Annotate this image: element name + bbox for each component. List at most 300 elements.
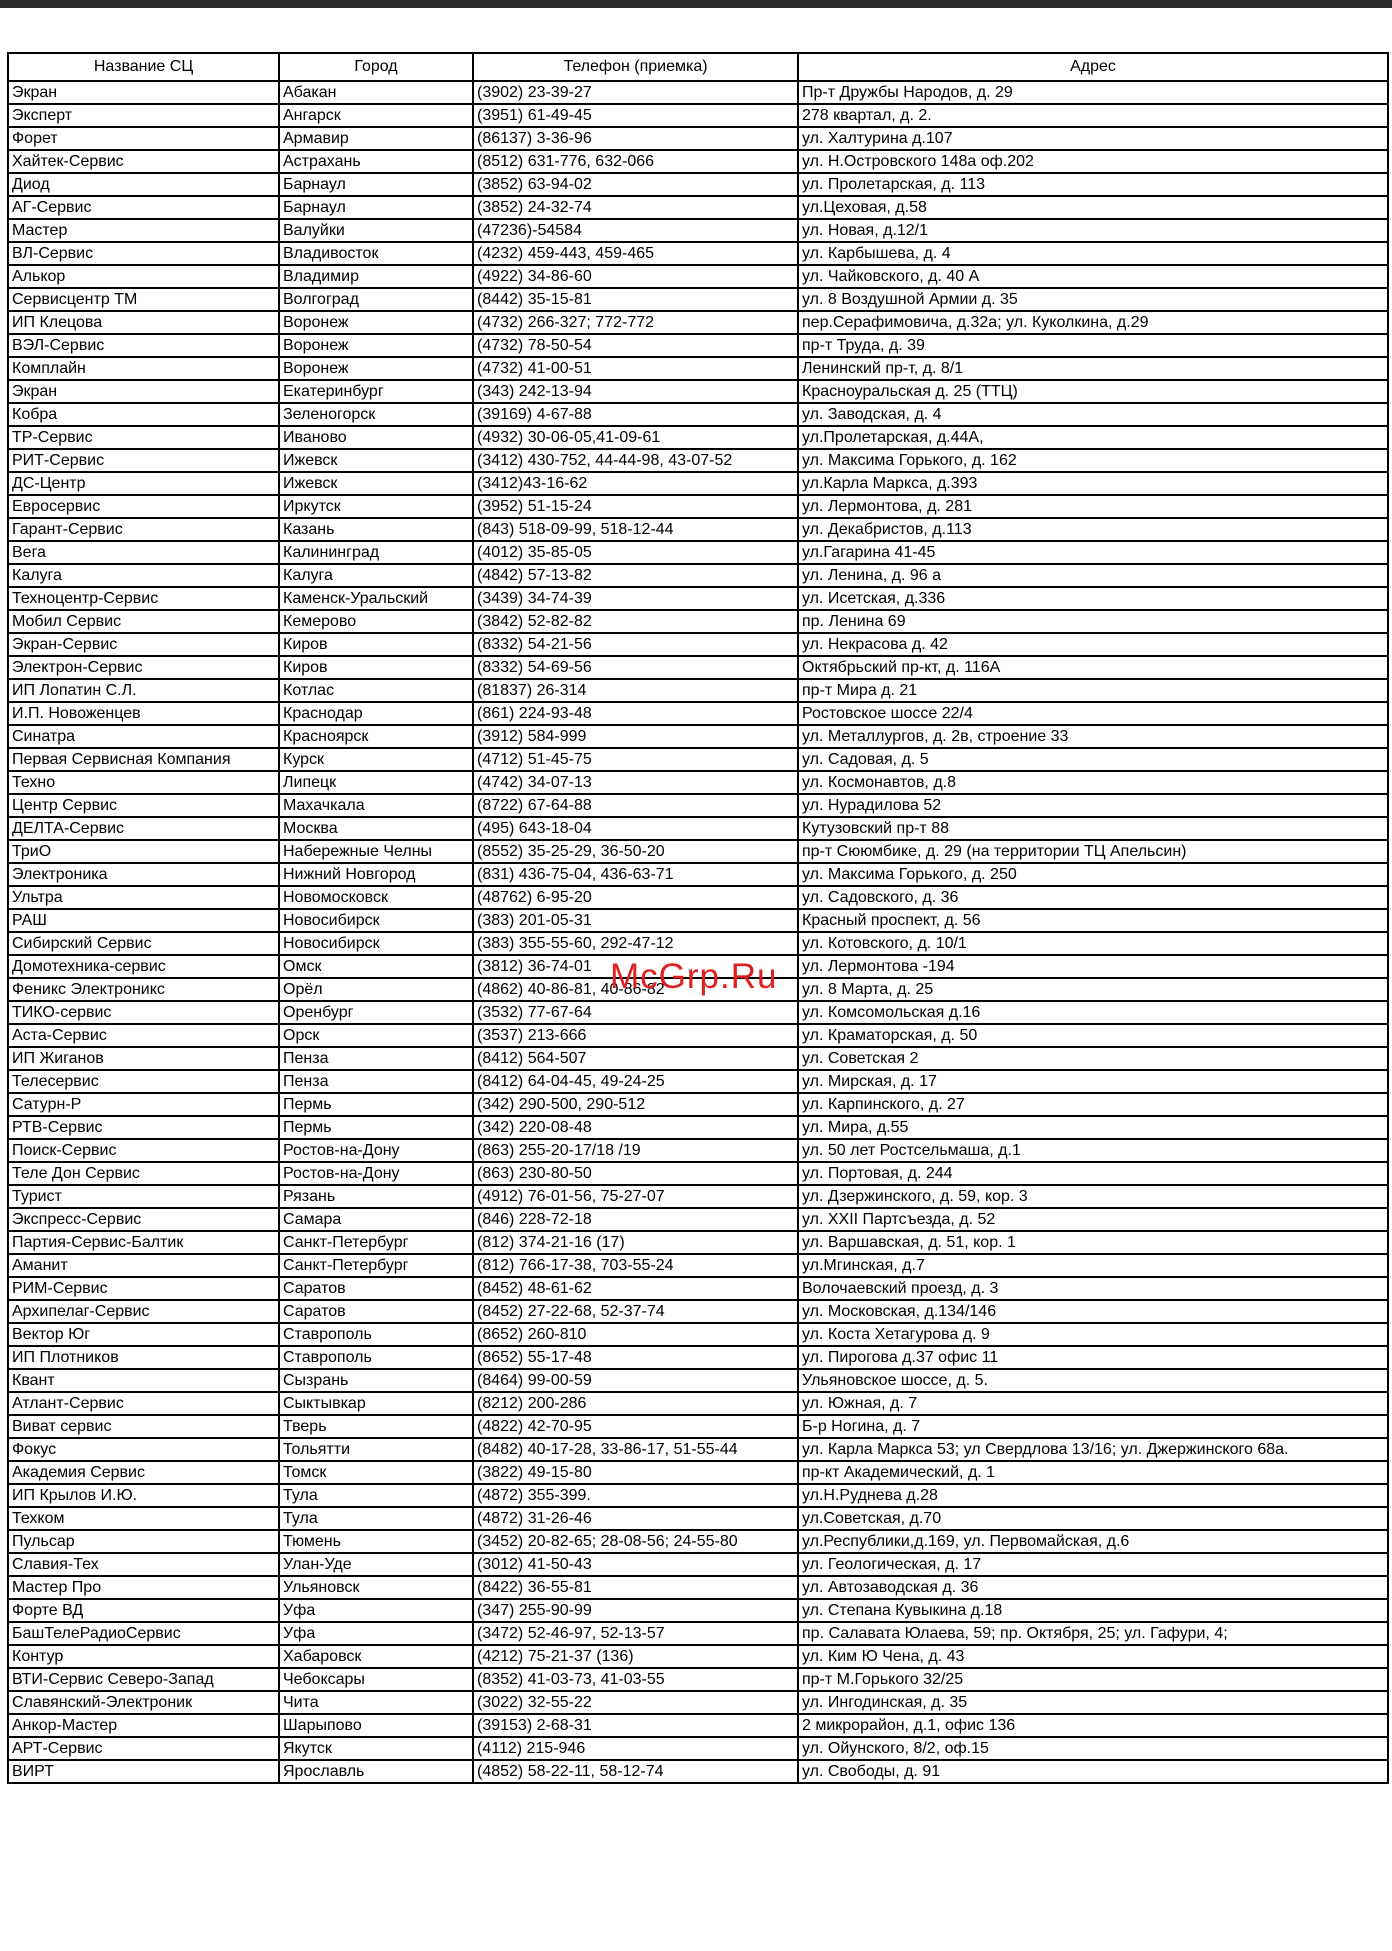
cell-phone: (8652) 55-17-48: [473, 1346, 798, 1369]
table-row: [8, 1277, 1388, 1300]
cell-phone: (4212) 75-21-37 (136): [473, 1645, 798, 1668]
cell-address: Ленинский пр-т, д. 8/1: [798, 357, 1388, 380]
cell-address: ул. Южная, д. 7: [798, 1392, 1388, 1415]
cell-city: Москва: [279, 817, 473, 840]
cell-phone: (8352) 41-03-73, 41-03-55: [473, 1668, 798, 1691]
cell-address: Пр-т Дружбы Народов, д. 29: [798, 81, 1388, 104]
cell-address: Б-р Ногина, д. 7: [798, 1415, 1388, 1438]
cell-address: ул.Гагарина 41-45: [798, 541, 1388, 564]
table-row: [8, 1438, 1388, 1461]
cell-address: ул. Карпинского, д. 27: [798, 1093, 1388, 1116]
cell-address: ул. Геологическая, д. 17: [798, 1553, 1388, 1576]
cell-service-name: Виват сервис: [8, 1415, 279, 1438]
table-row: [8, 541, 1388, 564]
cell-service-name: ИП Жиганов: [8, 1047, 279, 1070]
cell-address: ул. Лермонтова, д. 281: [798, 495, 1388, 518]
cell-phone: (3537) 213-666: [473, 1024, 798, 1047]
cell-city: Набережные Челны: [279, 840, 473, 863]
cell-address: ул. Степана Кувыкина д.18: [798, 1599, 1388, 1622]
cell-service-name: Форте ВД: [8, 1599, 279, 1622]
cell-city: Киров: [279, 656, 473, 679]
table-row: [8, 886, 1388, 909]
cell-service-name: БашТелеРадиоСервис: [8, 1622, 279, 1645]
cell-address: пр. Салавата Юлаева, 59; пр. Октября, 25; ул. Гафури, 4;: [798, 1622, 1388, 1645]
cell-address: 2 микрорайон, д.1, офис 136: [798, 1714, 1388, 1737]
cell-address: ул. Максима Горького, д. 162: [798, 449, 1388, 472]
cell-city: Абакан: [279, 81, 473, 104]
cell-address: ул. Варшавская, д. 51, кор. 1: [798, 1231, 1388, 1254]
cell-address: ул. Нурадилова 52: [798, 794, 1388, 817]
cell-phone: (3532) 77-67-64: [473, 1001, 798, 1024]
cell-service-name: ИП Плотников: [8, 1346, 279, 1369]
cell-address: ул.Карла Маркса, д.393: [798, 472, 1388, 495]
cell-address: ул.Мгинская, д.7: [798, 1254, 1388, 1277]
cell-service-name: ТР-Сервис: [8, 426, 279, 449]
cell-address: пр-т М.Горького 32/25: [798, 1668, 1388, 1691]
cell-phone: (843) 518-09-99, 518-12-44: [473, 518, 798, 541]
cell-service-name: Экспресс-Сервис: [8, 1208, 279, 1231]
cell-address: ул. 50 лет Ростсельмаша, д.1: [798, 1139, 1388, 1162]
cell-service-name: Электрон-Сервис: [8, 656, 279, 679]
cell-phone: (8442) 35-15-81: [473, 288, 798, 311]
cell-phone: (4732) 78-50-54: [473, 334, 798, 357]
cell-service-name: Аманит: [8, 1254, 279, 1277]
cell-city: Воронеж: [279, 311, 473, 334]
table-row: [8, 1691, 1388, 1714]
cell-service-name: Теле Дон Сервис: [8, 1162, 279, 1185]
cell-service-name: РИТ-Сервис: [8, 449, 279, 472]
cell-service-name: Анкор-Мастер: [8, 1714, 279, 1737]
cell-service-name: Мастер Про: [8, 1576, 279, 1599]
table-row: [8, 380, 1388, 403]
cell-city: Ростов-на-Дону: [279, 1162, 473, 1185]
cell-phone: (4712) 51-45-75: [473, 748, 798, 771]
cell-phone: (8464) 99-00-59: [473, 1369, 798, 1392]
cell-phone: (81837) 26-314: [473, 679, 798, 702]
cell-service-name: РТВ-Сервис: [8, 1116, 279, 1139]
cell-city: Хабаровск: [279, 1645, 473, 1668]
cell-city: Томск: [279, 1461, 473, 1484]
table-row: [8, 1737, 1388, 1760]
cell-phone: (4732) 266-327; 772-772: [473, 311, 798, 334]
cell-address: ул.Цеховая, д.58: [798, 196, 1388, 219]
cell-address: ул. Н.Островского 148а оф.202: [798, 150, 1388, 173]
cell-phone: (8452) 48-61-62: [473, 1277, 798, 1300]
cell-service-name: АГ-Сервис: [8, 196, 279, 219]
table-row: [8, 150, 1388, 173]
table-row: [8, 978, 1388, 1001]
cell-address: ул. Коста Хетагурова д. 9: [798, 1323, 1388, 1346]
table-row: [8, 1369, 1388, 1392]
cell-service-name: Вега: [8, 541, 279, 564]
cell-city: Ярославль: [279, 1760, 473, 1783]
table-row: [8, 81, 1388, 104]
cell-service-name: Телесервис: [8, 1070, 279, 1093]
table-row: [8, 1507, 1388, 1530]
cell-service-name: Гарант-Сервис: [8, 518, 279, 541]
cell-service-name: ДС-Центр: [8, 472, 279, 495]
cell-phone: (4912) 76-01-56, 75-27-07: [473, 1185, 798, 1208]
cell-city: Орск: [279, 1024, 473, 1047]
table-row: [8, 104, 1388, 127]
table-row: [8, 1047, 1388, 1070]
cell-city: Пенза: [279, 1070, 473, 1093]
cell-city: Липецк: [279, 771, 473, 794]
cell-city: Армавир: [279, 127, 473, 150]
cell-phone: (47236)-54584: [473, 219, 798, 242]
cell-address: ул.Пролетарская, д.44А,: [798, 426, 1388, 449]
cell-city: Тольятти: [279, 1438, 473, 1461]
cell-city: Ангарск: [279, 104, 473, 127]
table-row: [8, 1599, 1388, 1622]
table-row: [8, 1346, 1388, 1369]
cell-service-name: Экран: [8, 380, 279, 403]
cell-city: Владивосток: [279, 242, 473, 265]
cell-address: ул. Заводская, д. 4: [798, 403, 1388, 426]
table-row: [8, 288, 1388, 311]
table-row: [8, 1323, 1388, 1346]
cell-address: ул. Металлургов, д. 2в, строение 33: [798, 725, 1388, 748]
table-row: [8, 495, 1388, 518]
cell-city: Пермь: [279, 1116, 473, 1139]
cell-city: Новомосковск: [279, 886, 473, 909]
cell-phone: (343) 242-13-94: [473, 380, 798, 403]
cell-service-name: Кобра: [8, 403, 279, 426]
cell-address: пр. Ленина 69: [798, 610, 1388, 633]
cell-city: Улан-Уде: [279, 1553, 473, 1576]
table-row: [8, 1139, 1388, 1162]
cell-address: ул. Краматорская, д. 50: [798, 1024, 1388, 1047]
cell-service-name: Домотехника-сервис: [8, 955, 279, 978]
cell-city: Казань: [279, 518, 473, 541]
cell-address: ул. Декабристов, д.113: [798, 518, 1388, 541]
cell-address: ул. Халтурина д.107: [798, 127, 1388, 150]
cell-phone: (4232) 459-443, 459-465: [473, 242, 798, 265]
table-row: [8, 840, 1388, 863]
table-row: [8, 587, 1388, 610]
cell-service-name: Диод: [8, 173, 279, 196]
cell-phone: (8482) 40-17-28, 33-86-17, 51-55-44: [473, 1438, 798, 1461]
top-border-bar: [0, 0, 1392, 8]
column-header-address: Адрес: [798, 53, 1388, 81]
cell-service-name: РИМ-Сервис: [8, 1277, 279, 1300]
table-row: [8, 955, 1388, 978]
cell-city: Уфа: [279, 1599, 473, 1622]
cell-service-name: Пульсар: [8, 1530, 279, 1553]
cell-service-name: Техноцентр-Сервис: [8, 587, 279, 610]
cell-city: Воронеж: [279, 334, 473, 357]
table-row: [8, 633, 1388, 656]
cell-city: Санкт-Петербург: [279, 1231, 473, 1254]
table-row: [8, 1576, 1388, 1599]
cell-phone: (812) 374-21-16 (17): [473, 1231, 798, 1254]
cell-address: ул. Новая, д.12/1: [798, 219, 1388, 242]
cell-city: Курск: [279, 748, 473, 771]
cell-city: Ставрополь: [279, 1323, 473, 1346]
cell-phone: (8422) 36-55-81: [473, 1576, 798, 1599]
cell-city: Кемерово: [279, 610, 473, 633]
cell-city: Ростов-на-Дону: [279, 1139, 473, 1162]
table-row: [8, 1530, 1388, 1553]
cell-phone: (3452) 20-82-65; 28-08-56; 24-55-80: [473, 1530, 798, 1553]
cell-city: Екатеринбург: [279, 380, 473, 403]
cell-phone: (3952) 51-15-24: [473, 495, 798, 518]
cell-phone: (4932) 30-06-05,41-09-61: [473, 426, 798, 449]
table-row: [8, 1392, 1388, 1415]
table-row: [8, 909, 1388, 932]
table-row: [8, 794, 1388, 817]
cell-address: Кутузовский пр-т 88: [798, 817, 1388, 840]
table-row: [8, 656, 1388, 679]
cell-phone: (4922) 34-86-60: [473, 265, 798, 288]
table-row: [8, 403, 1388, 426]
cell-city: Барнаул: [279, 173, 473, 196]
table-row: [8, 1116, 1388, 1139]
column-header-name: Название СЦ: [8, 53, 279, 81]
cell-address: ул. Московская, д.134/146: [798, 1300, 1388, 1323]
cell-address: Ростовское шоссе 22/4: [798, 702, 1388, 725]
cell-city: Владимир: [279, 265, 473, 288]
cell-address: ул. Комсомольская д.16: [798, 1001, 1388, 1024]
cell-address: ул. Карла Маркса 53; ул Свердлова 13/16; ул. Джержинского 68а.: [798, 1438, 1388, 1461]
cell-city: Калининград: [279, 541, 473, 564]
cell-service-name: Форет: [8, 127, 279, 150]
table-row: [8, 679, 1388, 702]
table-row: [8, 1760, 1388, 1783]
cell-service-name: Калуга: [8, 564, 279, 587]
cell-service-name: ТИКО-сервис: [8, 1001, 279, 1024]
cell-service-name: ИП Клецова: [8, 311, 279, 334]
cell-address: пер.Серафимовича, д.32а; ул. Куколкина, д.29: [798, 311, 1388, 334]
cell-phone: (3852) 24-32-74: [473, 196, 798, 219]
table-row: [8, 932, 1388, 955]
cell-service-name: ВЭЛ-Сервис: [8, 334, 279, 357]
cell-city: Новосибирск: [279, 932, 473, 955]
cell-phone: (3439) 34-74-39: [473, 587, 798, 610]
cell-city: Санкт-Петербург: [279, 1254, 473, 1277]
cell-phone: (3902) 23-39-27: [473, 81, 798, 104]
cell-address: ул. Некрасова д. 42: [798, 633, 1388, 656]
cell-phone: (3012) 41-50-43: [473, 1553, 798, 1576]
cell-address: ул. Садовая, д. 5: [798, 748, 1388, 771]
cell-address: пр-кт Академический, д. 1: [798, 1461, 1388, 1484]
cell-city: Саратов: [279, 1277, 473, 1300]
table-row: [8, 196, 1388, 219]
cell-address: пр-т Труда, д. 39: [798, 334, 1388, 357]
table-row: [8, 334, 1388, 357]
cell-phone: (863) 255-20-17/18 /19: [473, 1139, 798, 1162]
cell-city: Махачкала: [279, 794, 473, 817]
cell-city: Ижевск: [279, 449, 473, 472]
table-row: [8, 449, 1388, 472]
cell-city: Пермь: [279, 1093, 473, 1116]
cell-city: Сыктывкар: [279, 1392, 473, 1415]
cell-phone: (495) 643-18-04: [473, 817, 798, 840]
table-row: [8, 1024, 1388, 1047]
table-row: [8, 518, 1388, 541]
cell-phone: (8412) 64-04-45, 49-24-25: [473, 1070, 798, 1093]
table-row: [8, 1484, 1388, 1507]
cell-phone: (861) 224-93-48: [473, 702, 798, 725]
cell-address: ул. Исетская, д.336: [798, 587, 1388, 610]
cell-address: ул. XXII Партсъезда, д. 52: [798, 1208, 1388, 1231]
table-row: [8, 1070, 1388, 1093]
cell-city: Чебоксары: [279, 1668, 473, 1691]
cell-phone: (8212) 200-286: [473, 1392, 798, 1415]
cell-service-name: Техно: [8, 771, 279, 794]
table-row: [8, 1254, 1388, 1277]
table-row: [8, 771, 1388, 794]
cell-phone: (3472) 52-46-97, 52-13-57: [473, 1622, 798, 1645]
cell-phone: (4732) 41-00-51: [473, 357, 798, 380]
cell-service-name: Фокус: [8, 1438, 279, 1461]
cell-phone: (4862) 40-86-81, 40-86-82: [473, 978, 798, 1001]
cell-service-name: Сатурн-Р: [8, 1093, 279, 1116]
cell-address: ул. Лермонтова -194: [798, 955, 1388, 978]
cell-phone: (863) 230-80-50: [473, 1162, 798, 1185]
cell-phone: (8512) 631-776, 632-066: [473, 150, 798, 173]
cell-address: ул. Советская 2: [798, 1047, 1388, 1070]
cell-city: Якутск: [279, 1737, 473, 1760]
cell-phone: (39153) 2-68-31: [473, 1714, 798, 1737]
table-row: [8, 1208, 1388, 1231]
cell-address: ул. Портовая, д. 244: [798, 1162, 1388, 1185]
cell-city: Зеленогорск: [279, 403, 473, 426]
cell-service-name: Партия-Сервис-Балтик: [8, 1231, 279, 1254]
table-row: [8, 1645, 1388, 1668]
cell-city: Рязань: [279, 1185, 473, 1208]
cell-city: Тверь: [279, 1415, 473, 1438]
cell-address: ул. Ким Ю Чена, д. 43: [798, 1645, 1388, 1668]
cell-phone: (48762) 6-95-20: [473, 886, 798, 909]
table-row: [8, 1553, 1388, 1576]
cell-address: ул. Пролетарская, д. 113: [798, 173, 1388, 196]
cell-service-name: Поиск-Сервис: [8, 1139, 279, 1162]
cell-city: Воронеж: [279, 357, 473, 380]
cell-phone: (342) 220-08-48: [473, 1116, 798, 1139]
table-row: [8, 265, 1388, 288]
cell-address: ул. Ингодинская, д. 35: [798, 1691, 1388, 1714]
cell-phone: (3951) 61-49-45: [473, 104, 798, 127]
cell-phone: (3842) 52-82-82: [473, 610, 798, 633]
cell-service-name: И.П. Новоженцев: [8, 702, 279, 725]
cell-city: Барнаул: [279, 196, 473, 219]
cell-service-name: Атлант-Сервис: [8, 1392, 279, 1415]
cell-city: Уфа: [279, 1622, 473, 1645]
cell-service-name: Славия-Тех: [8, 1553, 279, 1576]
cell-address: ул. 8 Марта, д. 25: [798, 978, 1388, 1001]
cell-phone: (39169) 4-67-88: [473, 403, 798, 426]
cell-phone: (3912) 584-999: [473, 725, 798, 748]
table-row: [8, 564, 1388, 587]
cell-service-name: Феникс Электроникс: [8, 978, 279, 1001]
cell-phone: (347) 255-90-99: [473, 1599, 798, 1622]
cell-service-name: Сервисцентр ТМ: [8, 288, 279, 311]
cell-city: Самара: [279, 1208, 473, 1231]
table-row: [8, 1231, 1388, 1254]
cell-address: Волочаевский проезд, д. 3: [798, 1277, 1388, 1300]
cell-address: ул. Пирогова д.37 офис 11: [798, 1346, 1388, 1369]
column-header-city: Город: [279, 53, 473, 81]
cell-phone: (3852) 63-94-02: [473, 173, 798, 196]
table-row: [8, 173, 1388, 196]
cell-phone: (8332) 54-21-56: [473, 633, 798, 656]
cell-address: ул. Дзержинского, д. 59, кор. 3: [798, 1185, 1388, 1208]
table-header-row: [8, 53, 1388, 81]
cell-address: ул. Ленина, д. 96 а: [798, 564, 1388, 587]
cell-city: Ижевск: [279, 472, 473, 495]
cell-address: ул. Мирская, д. 17: [798, 1070, 1388, 1093]
cell-address: Красный проспект, д. 56: [798, 909, 1388, 932]
cell-phone: (86137) 3-36-96: [473, 127, 798, 150]
cell-phone: (4012) 35-85-05: [473, 541, 798, 564]
cell-address: ул.Республики,д.169, ул. Первомайская, д.6: [798, 1530, 1388, 1553]
cell-address: пр-т Сююмбике, д. 29 (на территории ТЦ Апельсин): [798, 840, 1388, 863]
cell-phone: (8412) 564-507: [473, 1047, 798, 1070]
cell-service-name: Евросервис: [8, 495, 279, 518]
cell-phone: (4842) 57-13-82: [473, 564, 798, 587]
cell-city: Саратов: [279, 1300, 473, 1323]
cell-address: пр-т Мира д. 21: [798, 679, 1388, 702]
cell-service-name: Центр Сервис: [8, 794, 279, 817]
cell-phone: (4742) 34-07-13: [473, 771, 798, 794]
cell-service-name: Академия Сервис: [8, 1461, 279, 1484]
cell-service-name: ТриО: [8, 840, 279, 863]
column-header-phone: Телефон (приемка): [473, 53, 798, 81]
table-row: [8, 311, 1388, 334]
table-row: [8, 1714, 1388, 1737]
cell-service-name: Мастер: [8, 219, 279, 242]
cell-address: ул. Карбышева, д. 4: [798, 242, 1388, 265]
cell-city: Ставрополь: [279, 1346, 473, 1369]
cell-city: Каменск-Уральский: [279, 587, 473, 610]
table-row: [8, 748, 1388, 771]
cell-phone: (4822) 42-70-95: [473, 1415, 798, 1438]
table-body: [8, 81, 1388, 1783]
cell-service-name: Архипелаг-Сервис: [8, 1300, 279, 1323]
cell-phone: (3412) 430-752, 44-44-98, 43-07-52: [473, 449, 798, 472]
cell-service-name: Квант: [8, 1369, 279, 1392]
cell-service-name: Первая Сервисная Компания: [8, 748, 279, 771]
table-row: [8, 127, 1388, 150]
cell-phone: (4872) 31-26-46: [473, 1507, 798, 1530]
cell-service-name: Вектор Юг: [8, 1323, 279, 1346]
cell-phone: (8332) 54-69-56: [473, 656, 798, 679]
cell-service-name: ВИРТ: [8, 1760, 279, 1783]
cell-city: Тула: [279, 1484, 473, 1507]
cell-address: ул. Чайковского, д. 40 А: [798, 265, 1388, 288]
cell-city: Тюмень: [279, 1530, 473, 1553]
cell-service-name: Синатра: [8, 725, 279, 748]
cell-service-name: АРТ-Сервис: [8, 1737, 279, 1760]
cell-service-name: Экран: [8, 81, 279, 104]
cell-phone: (8552) 35-25-29, 36-50-20: [473, 840, 798, 863]
cell-address: ул. Котовского, д. 10/1: [798, 932, 1388, 955]
cell-service-name: Эксперт: [8, 104, 279, 127]
cell-address: ул. Мира, д.55: [798, 1116, 1388, 1139]
table-row: [8, 817, 1388, 840]
cell-phone: (831) 436-75-04, 436-63-71: [473, 863, 798, 886]
table-row: [8, 1668, 1388, 1691]
table-row: [8, 1001, 1388, 1024]
cell-phone: (3412)43-16-62: [473, 472, 798, 495]
cell-city: Киров: [279, 633, 473, 656]
cell-city: Иваново: [279, 426, 473, 449]
cell-city: Чита: [279, 1691, 473, 1714]
cell-phone: (4852) 58-22-11, 58-12-74: [473, 1760, 798, 1783]
cell-city: Котлас: [279, 679, 473, 702]
cell-address: 278 квартал, д. 2.: [798, 104, 1388, 127]
